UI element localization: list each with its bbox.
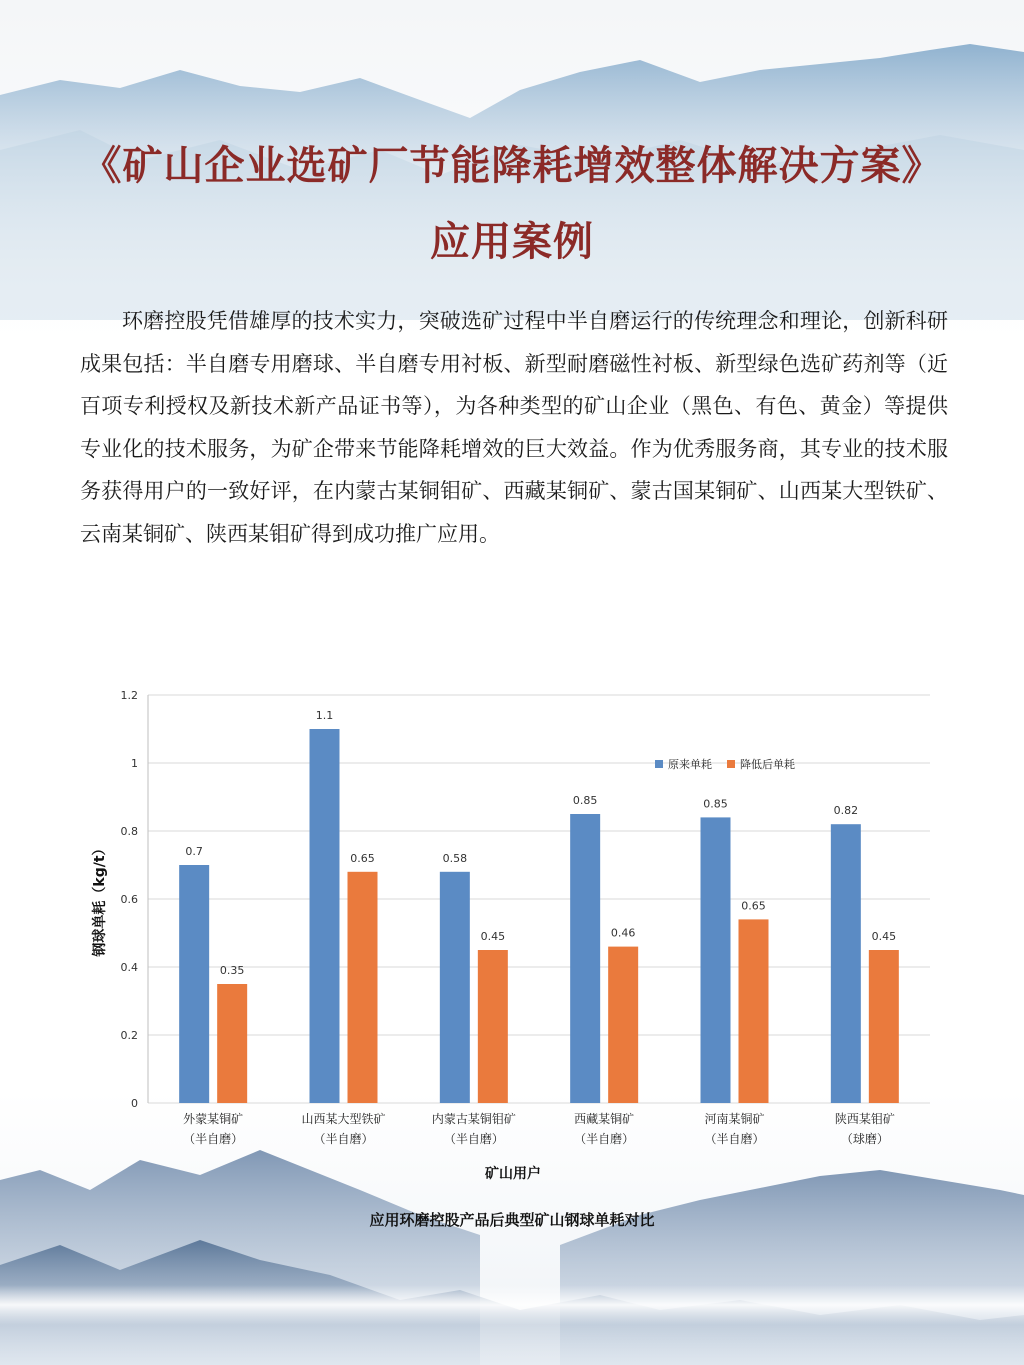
legend-swatch [655,760,663,768]
data-label: 0.46 [610,926,636,940]
y-tick-label: 0.4 [120,961,138,974]
x-axis-title: 矿山用户 [485,1166,541,1182]
data-label: 0.35 [219,964,245,977]
data-label: 0.85 [572,794,598,807]
bar-original [570,814,600,1103]
bar-reduced [869,950,899,1103]
x-tick-label: 山西某大型铁矿 [301,1112,386,1126]
data-label: 0.82 [833,804,859,818]
x-tick-label: （半自磨） [313,1132,374,1146]
x-tick-label: （半自磨） [574,1132,635,1146]
data-label: 1.1 [315,709,334,722]
y-tick-label: 1 [131,757,138,770]
data-label: 0.85 [703,797,728,811]
legend-label: 降低后单耗 [740,758,795,771]
data-label: 0.45 [480,930,506,943]
data-label: 0.65 [350,851,375,865]
data-label: 0.58 [442,851,468,865]
y-tick-label: 0.6 [120,893,138,906]
x-tick-label: 河南某铜矿 [704,1112,765,1126]
bar-reduced [608,947,638,1103]
bar-reduced [739,919,769,1103]
bar-original [179,865,209,1103]
bar-reduced [478,950,508,1103]
data-label: 0.45 [871,930,897,943]
x-tick-label: 内蒙古某铜钼矿 [431,1112,516,1126]
page-subtitle: 应用案例 [430,219,594,265]
x-tick-label: （半自磨） [183,1132,244,1146]
bar-chart [0,660,1024,1260]
x-tick-label: 陕西某钼矿 [834,1112,895,1126]
legend-swatch [727,760,735,768]
bar-original [701,817,731,1103]
bar-original [440,872,470,1103]
bar-original [831,824,861,1103]
page-title: 《矿山企业选矿厂节能降耗增效整体解决方案》 [81,143,943,189]
bar-reduced [348,872,378,1103]
intro-paragraph: 环磨控股凭借雄厚的技术实力，突破选矿过程中半自磨运行的传统理念和理论，创新科研成果包括：半自磨专用磨球、半自磨专用衬板、新型耐磨磁性衬板、新型绿色选矿药剂等（近百项专利授权及新技术新产品证书等），为各种类型的矿山企业（黑色、有色、黄金）等提供专业化的技术服务，为矿企带来节能降耗增效的巨大效益。作为优秀服务商，其专业的技术服务获得用户的一致好评，在内蒙古某铜钼矿、西藏某铜矿、蒙古国某铜矿、山西某大型铁矿、云南某铜矿、陕西某钼矿得到成功推广应用。 [80,309,948,546]
bar-reduced [217,984,247,1103]
y-axis-title: 钢球单耗（kg/t） [92,841,108,957]
x-tick-label: 西藏某铜矿 [574,1112,635,1126]
data-label: 0.65 [741,899,766,913]
data-label: 0.7 [185,845,203,858]
y-tick-label: 0.2 [120,1029,138,1042]
chart-caption: 应用环磨控股产品后典型矿山钢球单耗对比 [369,1211,655,1229]
y-tick-label: 0 [131,1097,138,1110]
legend-label: 原来单耗 [668,758,712,771]
x-tick-label: （半自磨） [704,1132,765,1146]
x-tick-label: （半自磨） [443,1132,504,1146]
y-tick-label: 1.2 [120,689,138,702]
x-tick-label: 外蒙某铜矿 [183,1112,244,1126]
y-tick-label: 0.8 [120,825,138,838]
bar-original [310,729,340,1103]
x-tick-label: （球磨） [840,1132,889,1146]
